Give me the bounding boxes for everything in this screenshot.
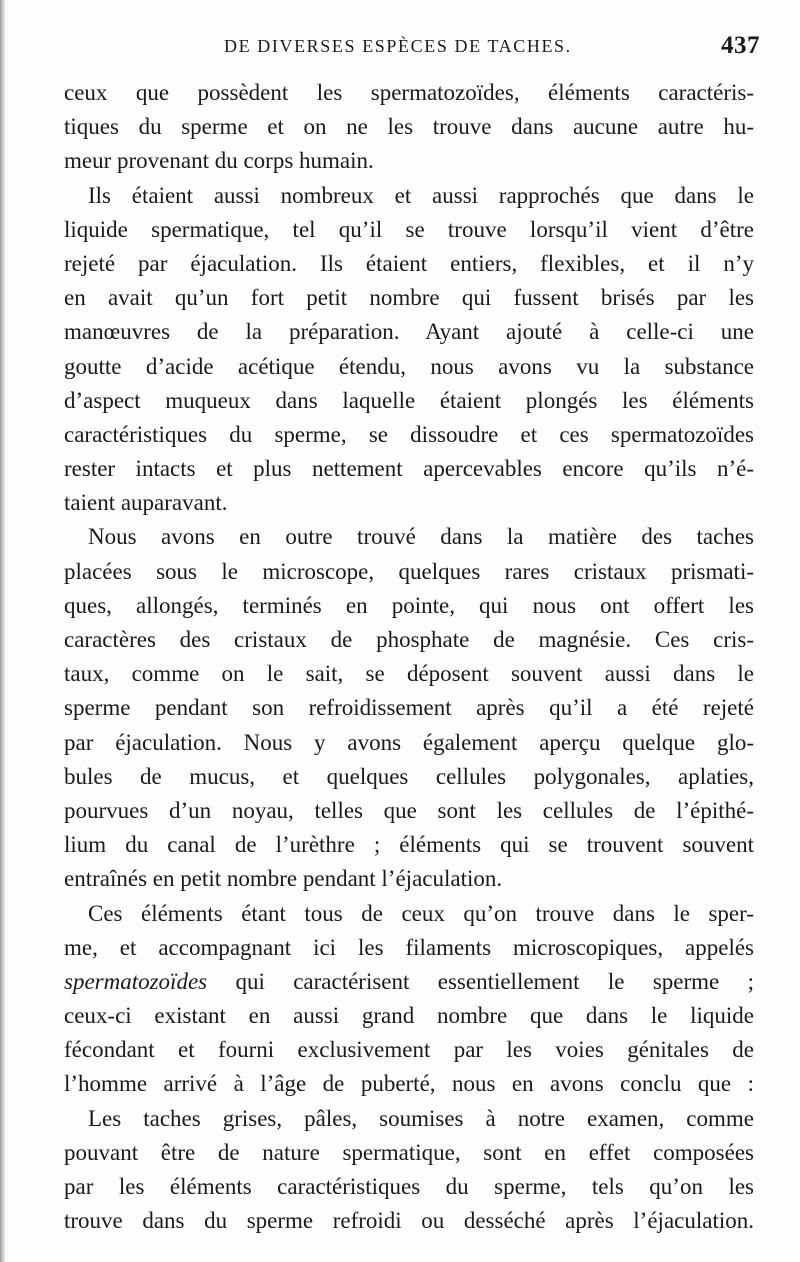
text-line: fécondant et fourni exclusivement par les voies génitales de — [64, 1037, 754, 1063]
text-line: trouve dans du sperme refroidi ou desséché après l’éjaculation. — [64, 1208, 754, 1234]
text-line: spermatozoïdes qui caractérisent essentiellement le sperme ; — [64, 968, 754, 994]
text-line: par éjaculation. Nous y avons également aperçu quelque glo- — [64, 729, 754, 755]
text-line: placées sous le microscope, quelques rares cristaux prismati- — [64, 558, 754, 584]
text-line: pouvant être de nature spermatique, sont en effet composées — [64, 1139, 754, 1165]
text-line: liquide spermatique, tel qu’il se trouve lorsqu’il vient d’être — [64, 216, 754, 242]
text-line: Ces éléments étant tous de ceux qu’on trouve dans le sper- — [88, 900, 754, 926]
text-line: taux, comme on le sait, se déposent souvent aussi dans le — [64, 661, 754, 687]
running-title: DE DIVERSES ESPÈCES DE TACHES. — [224, 36, 572, 56]
text-line: entraînés en petit nombre pendant l’éjaculation. — [64, 866, 503, 892]
body-text — [64, 76, 754, 1238]
text-line: meur provenant du corps humain. — [64, 148, 374, 174]
italic-term: spermatozoïdes — [64, 968, 208, 994]
text-line: ques, allongés, terminés en pointe, qui nous ont offert les — [64, 592, 754, 618]
text-line: me, et accompagnant ici les filaments microscopiques, appelés — [64, 934, 754, 960]
text-line: Nous avons en outre trouvé dans la matière des taches — [88, 524, 754, 550]
text-line: ceux que possèdent les spermatozoïdes, éléments caractéris- — [64, 80, 754, 105]
text-line: manœuvres de la préparation. Ayant ajouté à celle-ci une — [64, 319, 754, 345]
running-head — [64, 34, 760, 64]
text-line: d’aspect muqueux dans laquelle étaient plongés les éléments — [64, 387, 754, 413]
text-line: ceux-ci existant en aussi grand nombre que dans le liquide — [64, 1003, 754, 1029]
text-line: rester intacts et plus nettement apercevables encore qu’ils n’é- — [64, 456, 754, 482]
text-line: l’homme arrivé à l’âge de puberté, nous en avons conclu que : — [64, 1071, 754, 1097]
page-number: 437 — [721, 32, 760, 59]
text-line: caractères des cristaux de phosphate de magnésie. Ces cris- — [64, 627, 754, 652]
text-line: rejeté par éjaculation. Ils étaient entiers, flexibles, et il n’y — [64, 250, 754, 276]
text-line: en avait qu’un fort petit nombre qui fussent brisés par les — [64, 285, 754, 311]
text-line: pourvues d’un noyau, telles que sont les cellules de l’épithé- — [64, 797, 754, 823]
text-line: bules de mucus, et quelques cellules polygonales, aplaties, — [64, 763, 754, 789]
text-line: caractéristiques du sperme, se dissoudre et ces spermatozoïdes — [64, 421, 754, 447]
binding-edge — [0, 0, 6, 1262]
text-line: sperme pendant son refroidissement après qu’il a été rejeté — [64, 695, 754, 721]
text-line: goutte d’acide acétique étendu, nous avons vu la substance — [64, 353, 754, 379]
text-line: lium du canal de l’urèthre ; éléments qui se trouvent souvent — [64, 832, 754, 858]
text-line: taient auparavant. — [64, 490, 228, 516]
text-line: par les éléments caractéristiques du sperme, tels qu’on les — [64, 1174, 754, 1199]
text-line: Ils étaient aussi nombreux et aussi rapprochés que dans le — [88, 182, 754, 208]
text-line: tiques du sperme et on ne les trouve dans aucune autre hu- — [64, 114, 754, 140]
text-line: Les taches grises, pâles, soumises à notre examen, comme — [88, 1105, 754, 1131]
